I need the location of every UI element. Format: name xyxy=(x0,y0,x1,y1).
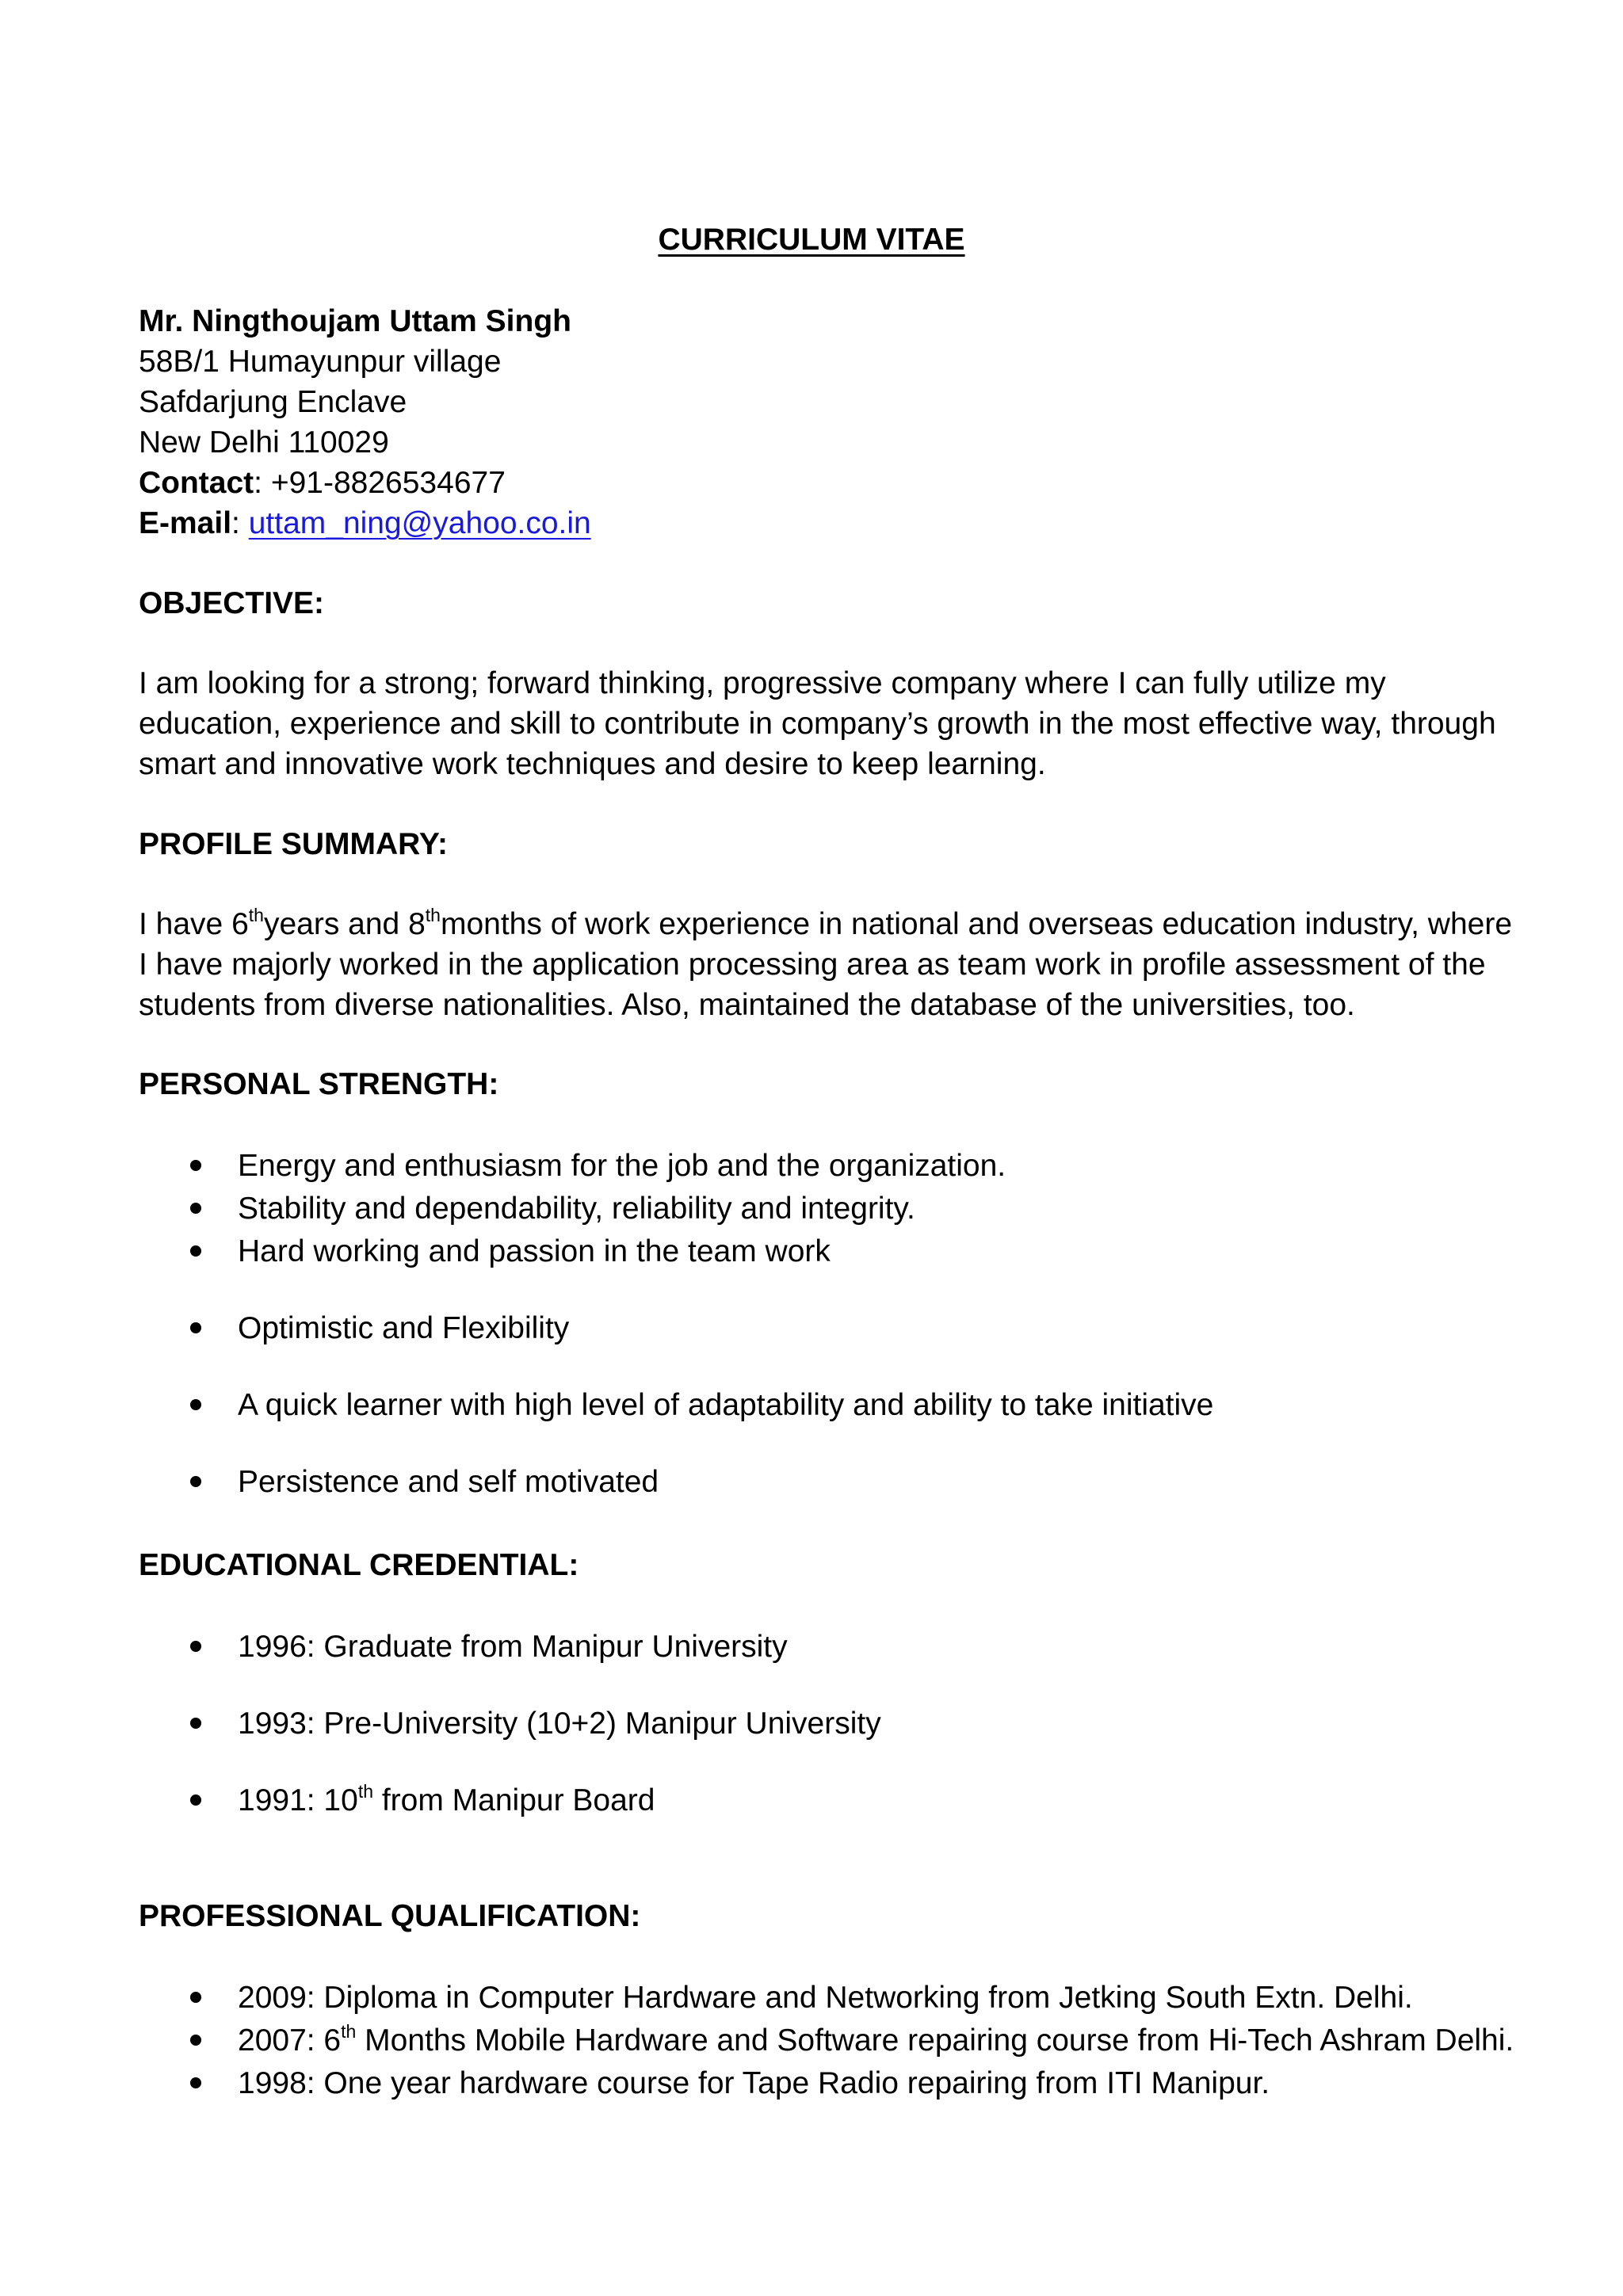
address-line-1: 58B/1 Humayunpur village xyxy=(139,345,502,379)
list-item xyxy=(0,1627,1623,1667)
contact-phone: : +91-8826534677 xyxy=(254,466,506,500)
list-item-text: Persistence and self motivated xyxy=(238,1465,659,1499)
list-item xyxy=(0,1462,1623,1502)
bullet-icon xyxy=(190,2035,201,2046)
ordinal-sup: th xyxy=(248,905,264,925)
email-separator: : xyxy=(231,506,249,540)
list-item-text: Hard working and passion in the team work xyxy=(238,1234,831,1268)
contact-line xyxy=(139,463,506,503)
ordinal-sup: th xyxy=(357,1781,373,1802)
list-item xyxy=(0,1780,1623,1821)
document-title: CURRICULUM VITAE xyxy=(658,223,965,257)
list-item xyxy=(0,1978,1623,2018)
address-line-3: New Delhi 110029 xyxy=(139,425,389,460)
ordinal-sup: th xyxy=(341,2021,357,2042)
bullet-icon xyxy=(190,1399,201,1410)
bullet-icon xyxy=(190,1794,201,1806)
bullet-icon xyxy=(190,1718,201,1729)
list-item-text: 2009: Diploma in Computer Hardware and Networking from Jetking South Extn. Delhi. xyxy=(238,1981,1413,2015)
list-item xyxy=(0,1703,1623,1744)
educational-credential-heading: EDUCATIONAL CREDENTIAL: xyxy=(139,1548,579,1582)
email-line xyxy=(139,503,591,543)
list-item-text: 1993: Pre-University (10+2) Manipur University xyxy=(238,1707,881,1741)
ordinal-sup: th xyxy=(425,905,441,925)
bullet-icon xyxy=(190,1245,201,1257)
list-item xyxy=(0,2020,1623,2061)
bullet-icon xyxy=(190,1203,201,1214)
bullet-icon xyxy=(190,2077,201,2088)
list-item-text: 2007: 6th Months Mobile Hardware and Software repairing course from Hi-Tech Ashram Delhi. xyxy=(238,2021,1514,2058)
profile-summary-text: I have 6thyears and 8thmonths of work experience in national and overseas education industry, where I have majorly worked in the application processing area as team work in profile assessment of the students from diverse nationalities. Also, maintained the database of the universities, too. xyxy=(139,905,1513,1022)
list-item xyxy=(0,1308,1623,1348)
address-line-2: Safdarjung Enclave xyxy=(139,385,407,419)
list-item-text: Optimistic and Flexibility xyxy=(238,1311,570,1345)
objective-text: I am looking for a strong; forward thinking, progressive company where I can fully utilize my education, experience and skill to contribute in company’s growth in the most effective way, through smart and innovative work techniques and desire to keep learning. xyxy=(139,666,1496,781)
list-item-text: Stability and dependability, reliability and integrity. xyxy=(238,1192,915,1226)
list-item xyxy=(0,1231,1623,1272)
bullet-icon xyxy=(190,1641,201,1652)
list-item-text: 1991: 10th from Manipur Board xyxy=(238,1781,655,1817)
bullet-icon xyxy=(190,1322,201,1333)
professional-qualification-heading: PROFESSIONAL QUALIFICATION: xyxy=(139,1899,641,1933)
list-item xyxy=(0,1188,1623,1229)
contact-label: Contact xyxy=(139,466,254,500)
bullet-icon xyxy=(190,1476,201,1487)
list-item xyxy=(0,1146,1623,1186)
list-item-text: 1998: One year hardware course for Tape Radio repairing from ITI Manipur. xyxy=(238,2066,1270,2100)
list-item-text: A quick learner with high level of adaptability and ability to take initiative xyxy=(238,1388,1214,1422)
bullet-icon xyxy=(190,1160,201,1171)
list-item xyxy=(0,2063,1623,2103)
list-item-text: 1996: Graduate from Manipur University xyxy=(238,1630,788,1664)
email-label: E-mail xyxy=(139,506,232,540)
list-item-text: Energy and enthusiasm for the job and the organization. xyxy=(238,1149,1006,1183)
objective-heading: OBJECTIVE: xyxy=(139,586,325,620)
profile-summary-heading: PROFILE SUMMARY: xyxy=(139,827,448,861)
list-item xyxy=(0,1385,1623,1425)
bullet-icon xyxy=(190,1992,201,2003)
email-link[interactable]: uttam_ning@yahoo.co.in xyxy=(248,506,591,540)
candidate-name: Mr. Ningthoujam Uttam Singh xyxy=(139,304,571,338)
personal-strength-heading: PERSONAL STRENGTH: xyxy=(139,1067,499,1101)
